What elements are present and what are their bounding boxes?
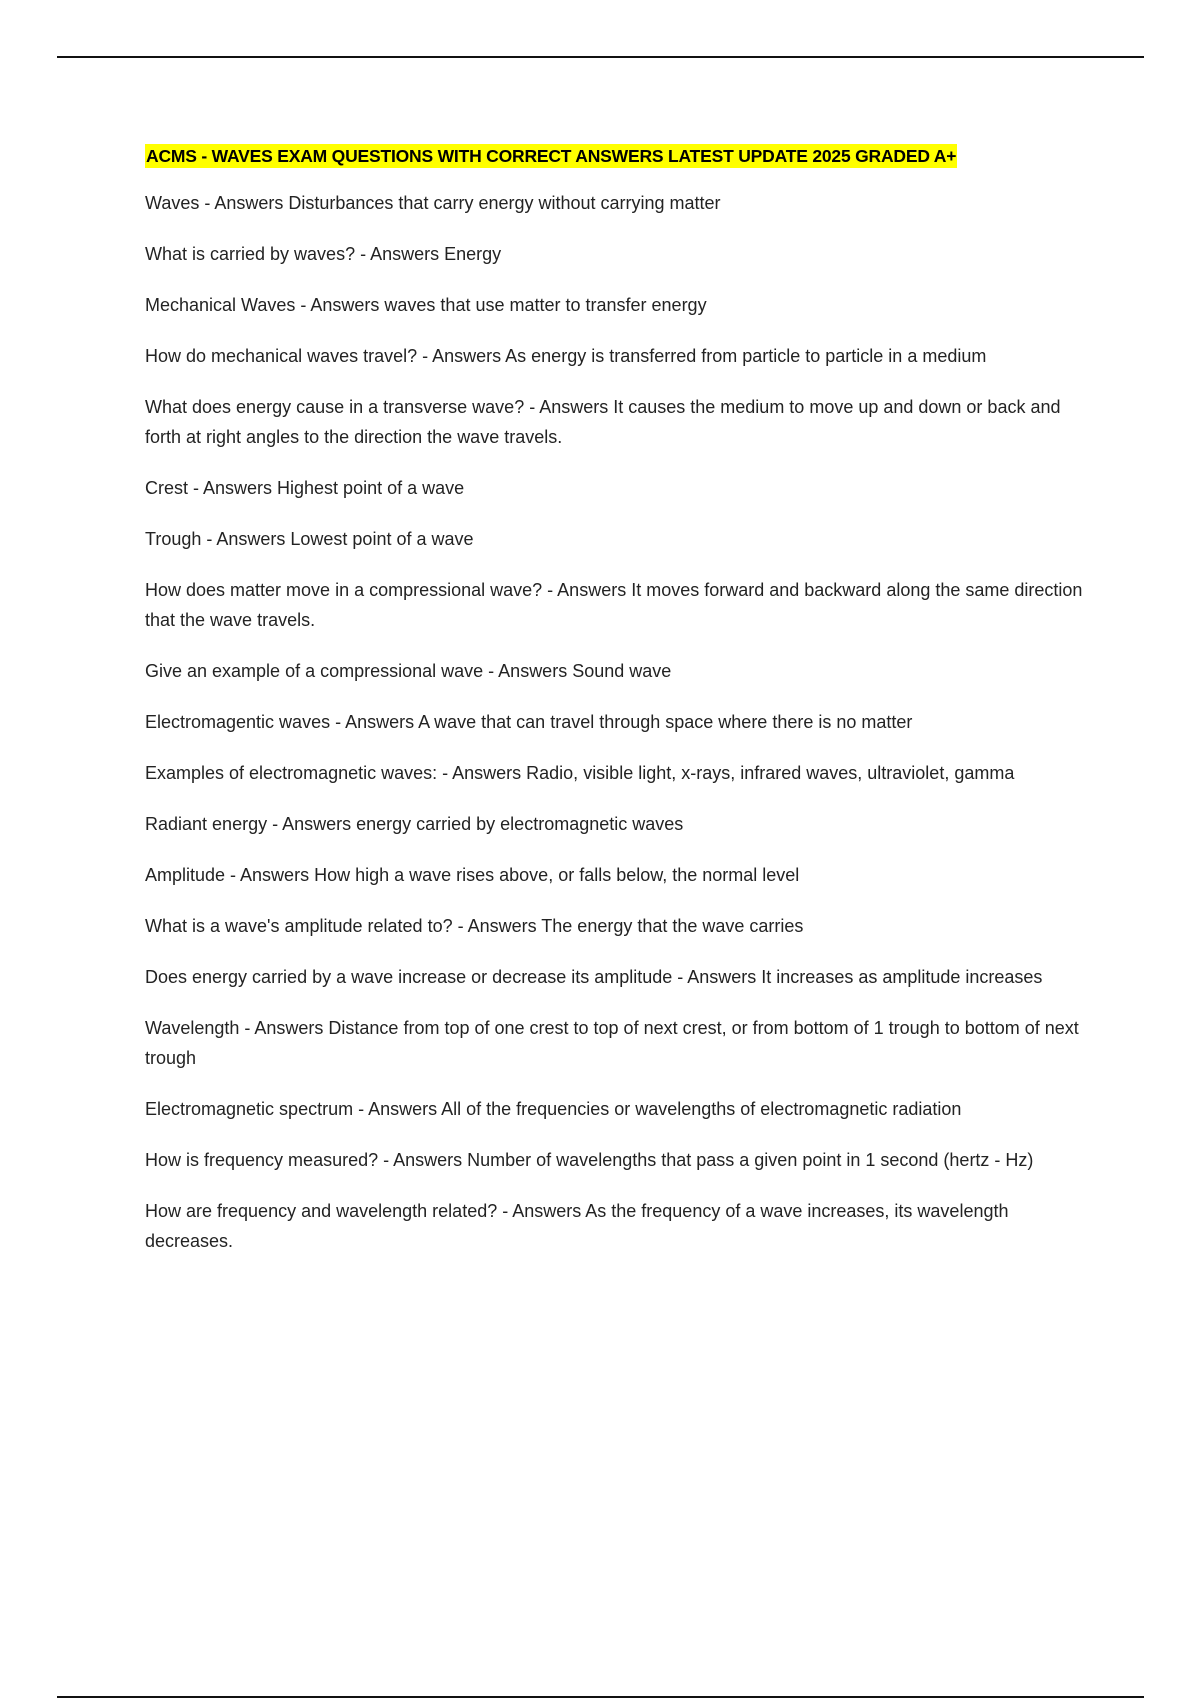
qa-item: How are frequency and wavelength related? - Answers As the frequency of a wave increases, its wavelength decreases.	[145, 1201, 1009, 1251]
qa-list	[145, 188, 1090, 1256]
qa-item: What is carried by waves? - Answers Energy	[145, 244, 502, 264]
qa-item: What is a wave's amplitude related to? - Answers The energy that the wave carries	[145, 916, 804, 936]
qa-item: Electromagentic waves - Answers A wave that can travel through space where there is no matter	[145, 712, 913, 732]
qa-item: Trough - Answers Lowest point of a wave	[145, 529, 474, 549]
qa-item: How do mechanical waves travel? - Answers As energy is transferred from particle to particle in a medium	[145, 346, 987, 366]
qa-item: Radiant energy - Answers energy carried by electromagnetic waves	[145, 814, 684, 834]
qa-item: Electromagnetic spectrum - Answers All of the frequencies or wavelengths of electromagnetic radiation	[145, 1099, 962, 1119]
document-body	[145, 144, 1090, 1277]
qa-item: Mechanical Waves - Answers waves that use matter to transfer energy	[145, 295, 707, 315]
qa-item: Give an example of a compressional wave - Answers Sound wave	[145, 661, 672, 681]
qa-item: Does energy carried by a wave increase or decrease its amplitude - Answers It increases as amplitude increases	[145, 967, 1043, 987]
document-title: ACMS - WAVES EXAM QUESTIONS WITH CORRECT ANSWERS LATEST UPDATE 2025 GRADED A+	[146, 146, 957, 166]
bottom-rule	[57, 1696, 1144, 1698]
qa-item: How does matter move in a compressional wave? - Answers It moves forward and backward along the same direction that the wave travels.	[145, 580, 1083, 630]
qa-item: Waves - Answers Disturbances that carry energy without carrying matter	[145, 193, 721, 213]
qa-item: What does energy cause in a transverse wave? - Answers It causes the medium to move up and down or back and forth at right angles to the direction the wave travels.	[145, 397, 1061, 447]
qa-item: Wavelength - Answers Distance from top of one crest to top of next crest, or from bottom of 1 trough to bottom of next trough	[145, 1018, 1079, 1068]
top-rule	[57, 56, 1144, 58]
qa-item: Crest - Answers Highest point of a wave	[145, 478, 465, 498]
qa-item: How is frequency measured? - Answers Number of wavelengths that pass a given point in 1 second (hertz - Hz)	[145, 1150, 1034, 1170]
qa-item: Amplitude - Answers How high a wave rises above, or falls below, the normal level	[145, 865, 800, 885]
qa-item: Examples of electromagnetic waves: - Answers Radio, visible light, x-rays, infrared waves, ultraviolet, gamma	[145, 763, 1015, 783]
